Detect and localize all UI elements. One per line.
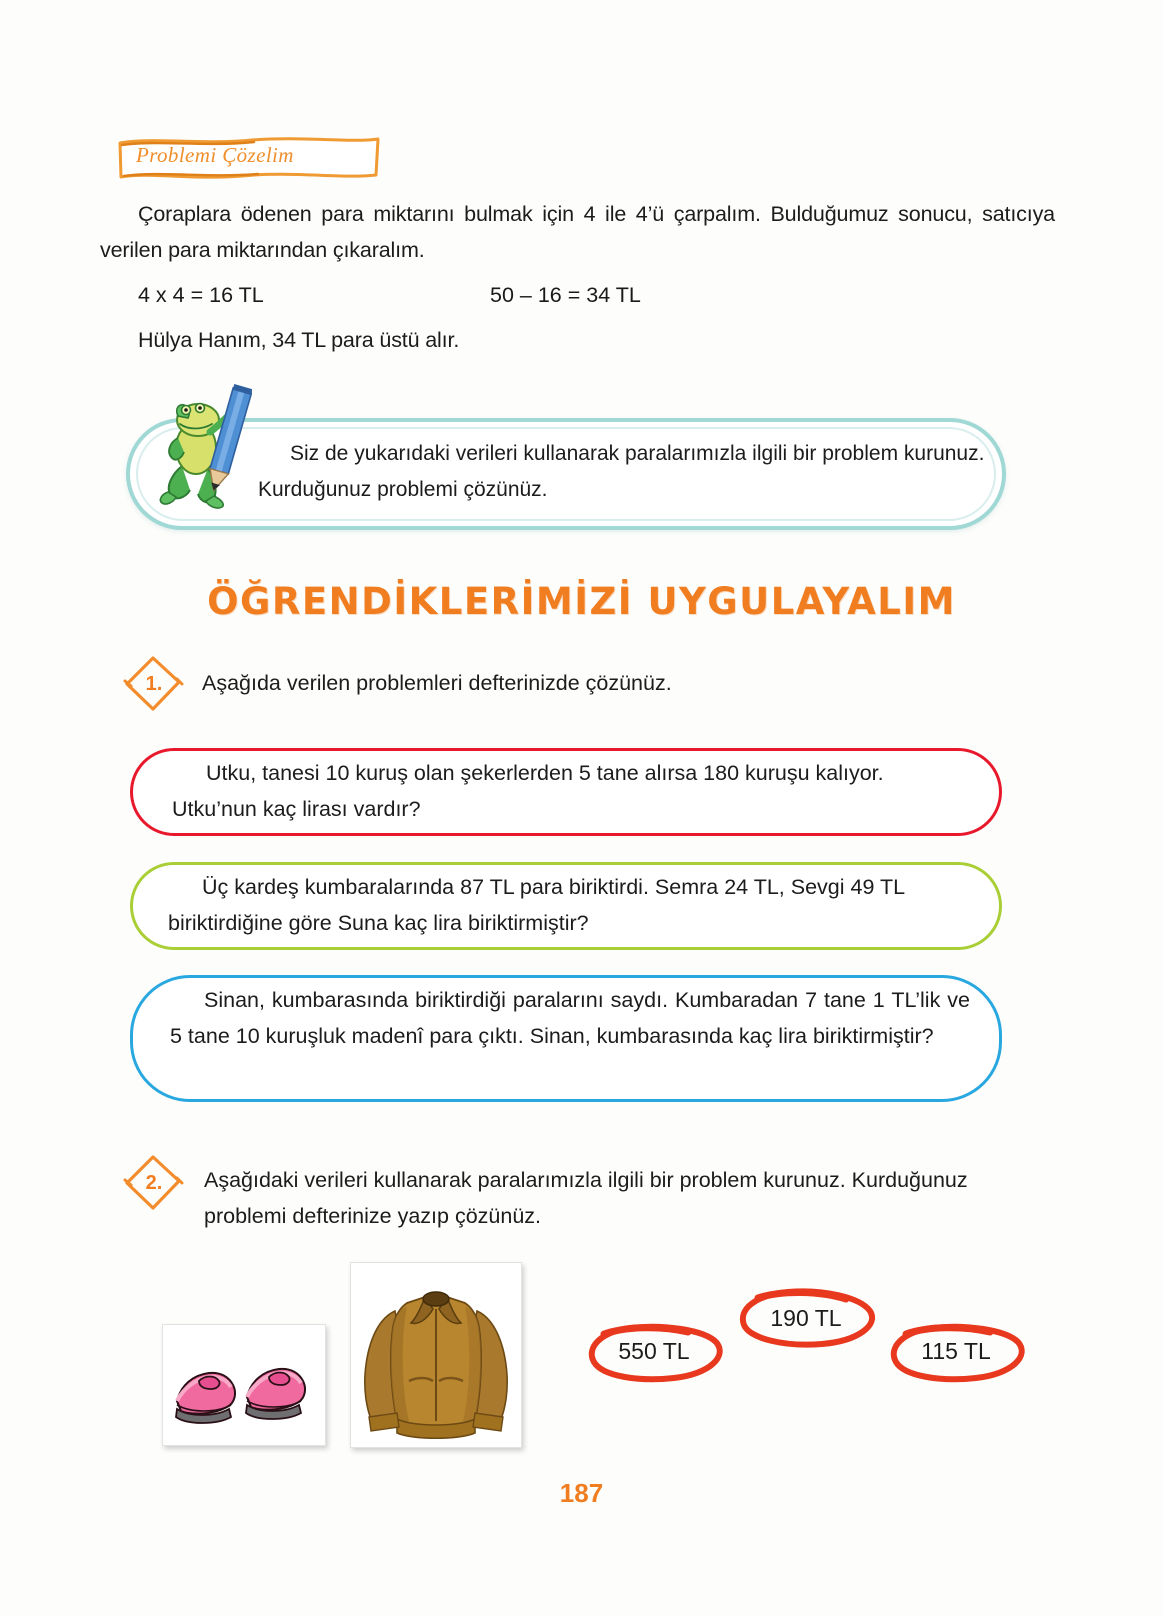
pink-shoes-image: [163, 1325, 325, 1445]
product-photo-shoes: [162, 1324, 326, 1446]
exercise-number-badge-2: [122, 1152, 184, 1214]
problem-text-1: Utku, tanesi 10 kuruş olan şekerlerden 5 tane alırsa 180 kuruşu kalıyor. Utku’nun kaç lirası vardır?: [172, 761, 884, 821]
price-tag-550: [578, 1318, 730, 1384]
problem-text-3: Sinan, kumbarasında biriktirdiği paralarını saydı. Kumbaradan 7 tane 1 TL’lik ve 5 tane 10 kuruşluk madenî para çıktı. Sinan, kumbarasında kaç lira biriktirmiştir?: [170, 988, 970, 1048]
section-heading: ÖĞRENDİKLERİMİZİ UYGULAYALIM: [207, 580, 956, 623]
equation-multiplication: 4 x 4 = 16 TL: [138, 283, 264, 307]
brown-jacket-image: [351, 1263, 521, 1447]
price-tag-115: [880, 1318, 1032, 1384]
exercise-number-2: 2.: [145, 1171, 163, 1194]
page-number: 187: [559, 1478, 604, 1508]
speech-bubble-text: Siz de yukarıdaki verileri kullanarak paralarımızla ilgili bir problem kurunuz. Kurduğunuz problemi çözünüz.: [258, 442, 985, 501]
product-photo-jacket: [350, 1262, 522, 1448]
solution-intro-paragraph: Çoraplara ödenen para miktarını bulmak için 4 ile 4’ü çarpalım. Bulduğumuz sonucu, satıcıya verilen para miktarından çıkaralım.: [100, 202, 1055, 262]
price-value-1: 550 TL: [618, 1337, 690, 1364]
problemi-cozelim-banner: [112, 133, 384, 181]
solution-result-paragraph: Hülya Hanım, 34 TL para üstü alır.: [138, 328, 460, 352]
price-value-3: 115 TL: [921, 1337, 991, 1364]
exercise-instruction-2: Aşağıdaki verileri kullanarak paralarımızla ilgili bir problem kurunuz. Kurduğunuz problemi defterinize yazıp çözünüz.: [204, 1168, 968, 1228]
exercise-number-badge-1: [122, 653, 184, 715]
problem-text-2: Üç kardeş kumbaralarında 87 TL para biriktirdi. Semra 24 TL, Sevgi 49 TL biriktirdiğine göre Suna kaç lira biriktirmiştir?: [168, 875, 905, 935]
frog-with-pencil-icon: [156, 382, 252, 512]
price-value-2: 190 TL: [770, 1304, 842, 1331]
exercise-number-1: 1.: [145, 672, 163, 695]
exercise-instruction-1: Aşağıda verilen problemleri defterinizde çözünüz.: [202, 671, 672, 695]
banner-label: Problemi Çözelim: [136, 143, 294, 167]
speech-bubble: [126, 418, 1006, 530]
equation-subtraction: 50 – 16 = 34 TL: [490, 283, 641, 307]
price-tag-190: [730, 1285, 882, 1351]
